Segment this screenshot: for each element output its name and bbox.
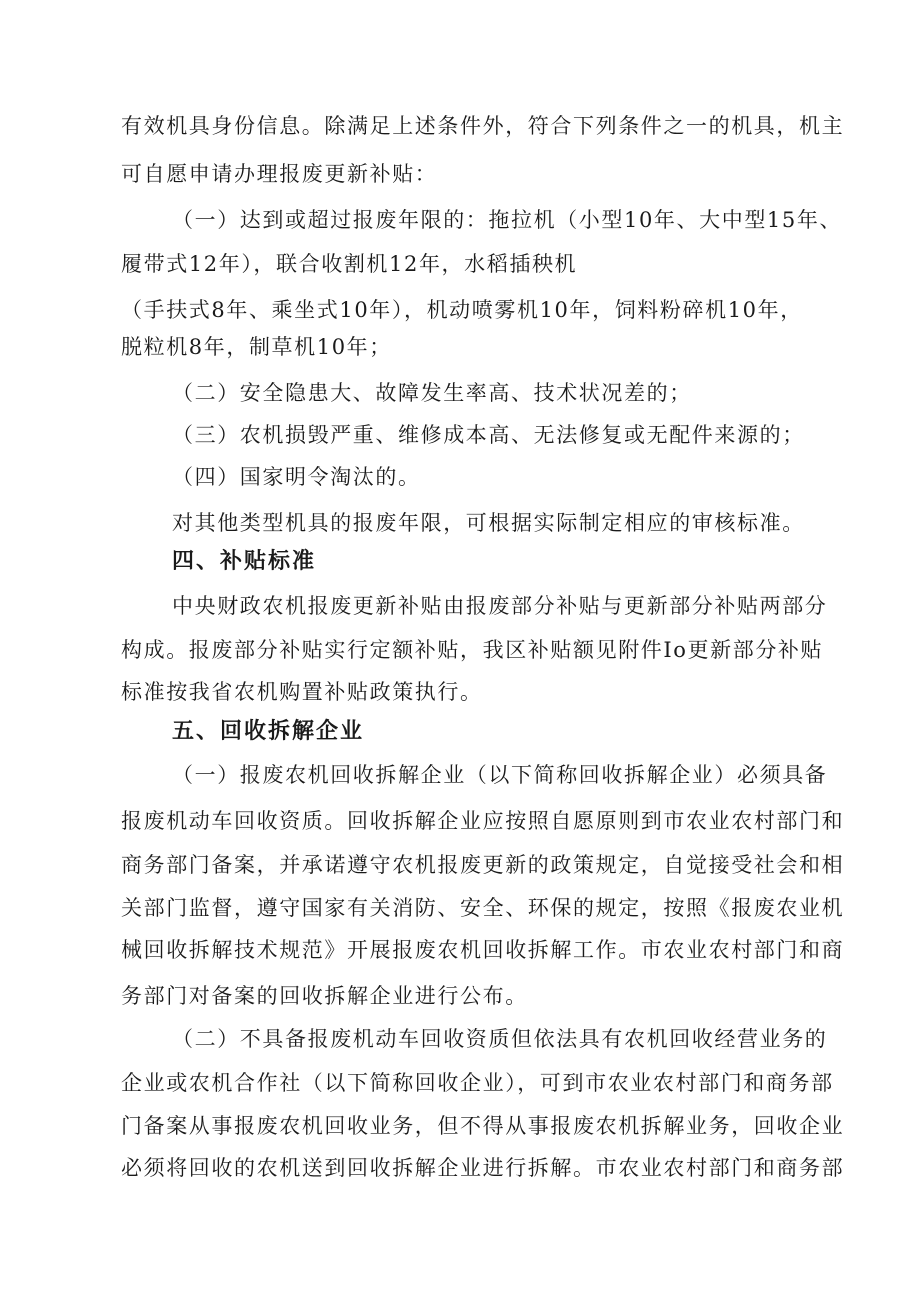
- body-line: 械回收拆解技术规范》开展报废农机回收拆解工作。市农业农村部门和商: [121, 938, 845, 962]
- body-line: 企业或农机合作社（以下简称回收企业），可到市农业农村部门和商务部: [121, 1071, 834, 1095]
- body-line: 可自愿申请办理报废更新补贴：: [121, 162, 438, 186]
- section-heading: 五、回收拆解企业: [172, 719, 365, 744]
- body-line: 脱粒机8年，制草机10年；: [121, 335, 392, 359]
- body-line: 务部门对备案的回收拆解企业进行公布。: [121, 984, 528, 1008]
- section-heading: 四、补贴标准: [172, 549, 317, 574]
- body-line: 构成。报废部分补贴实行定额补贴，我区补贴额见附件Io更新部分补贴: [121, 638, 824, 662]
- body-line: 报废机动车回收资质。回收拆解企业应按照自愿原则到市农业农村部门和: [121, 809, 845, 833]
- body-line: （一）报废农机回收拆解企业（以下简称回收拆解企业）必须具备: [172, 763, 828, 787]
- body-line: 有效机具身份信息。除满足上述条件外，符合下列条件之一的机具，机主: [121, 114, 845, 138]
- body-line: 中央财政农机报废更新补贴由报废部分补贴与更新部分补贴两部分: [172, 594, 828, 618]
- body-line: （一）达到或超过报废年限的：拖拉机（小型10年、大中型15年、: [172, 208, 843, 232]
- body-line: （三）农机损毁严重、维修成本高、无法修复或无配件来源的；: [172, 423, 805, 447]
- body-line: （手扶式8年、乘坐式10年），机动喷雾机10年，饲料粉碎机10年，: [121, 298, 803, 322]
- body-line: （二）不具备报废机动车回收资质但依法具有农机回收经营业务的: [172, 1027, 828, 1051]
- body-line: 对其他类型机具的报废年限，可根据实际制定相应的审核标准。: [172, 511, 805, 535]
- body-line: 商务部门备案，并承诺遵守农机报废更新的政策规定，自觉接受社会和相: [121, 853, 845, 877]
- body-line: 门备案从事报废农机回收业务，但不得从事报废农机拆解业务，回收企业: [121, 1114, 845, 1138]
- body-line: （二）安全隐患大、故障发生率高、技术状况差的；: [172, 381, 692, 405]
- body-line: 标准按我省农机购置补贴政策执行。: [121, 680, 483, 704]
- body-line: （四）国家明令淘汰的。: [172, 465, 421, 489]
- body-line: 关部门监督，遵守国家有关消防、安全、环保的规定，按照《报废农业机: [121, 896, 845, 920]
- body-line: 必须将回收的农机送到回收拆解企业进行拆解。市农业农村部门和商务部: [121, 1156, 845, 1180]
- body-line: 履带式12年），联合收割机12年，水稻插秧机: [121, 252, 578, 276]
